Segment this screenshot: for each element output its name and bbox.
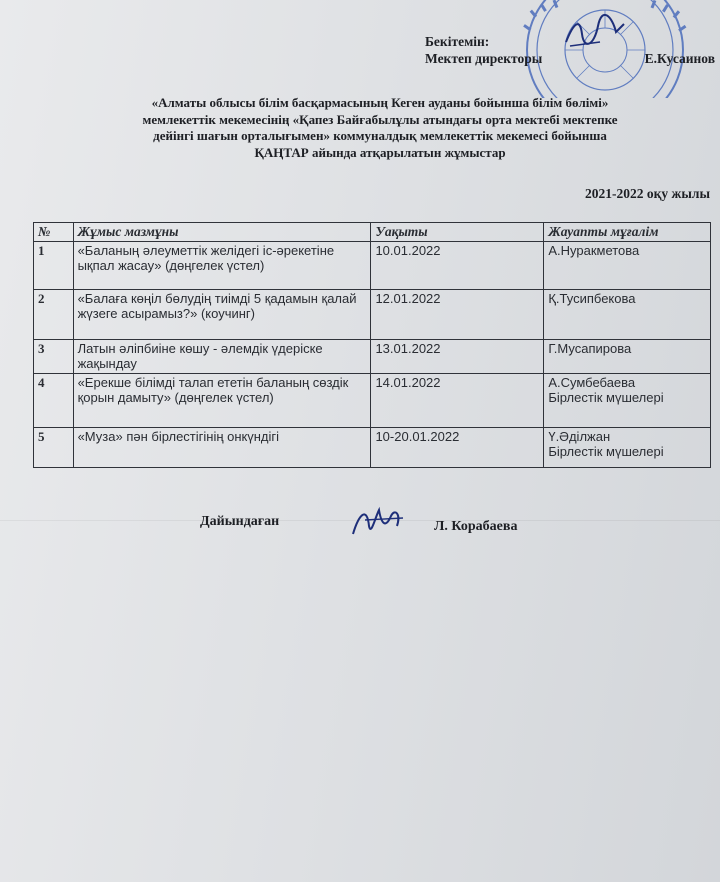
- responsible-name: А.Сумбебаева: [548, 374, 636, 390]
- table-row: [34, 289, 711, 339]
- header-line-1: «Алматы облысы білім басқармасының Кеген ауданы бойынша білім бөлімі»: [151, 95, 609, 110]
- header-content: Жұмыс мазмұны: [73, 223, 371, 242]
- responsible-extra: Бірлестік мүшелері: [548, 390, 664, 405]
- responsible-name: Ү.Әділжан: [548, 428, 611, 444]
- row-responsible: [544, 339, 711, 373]
- row-date: 12.01.2022: [371, 289, 544, 339]
- header-line-4: ҚАҢТАР айында атқарылатын жұмыстар: [254, 144, 506, 160]
- row-responsible: [544, 289, 711, 339]
- row-responsible: [544, 241, 711, 289]
- header-date: Уақыты: [371, 223, 544, 242]
- table-row: [34, 241, 711, 289]
- director-name: Е.Кусаинов: [644, 51, 715, 66]
- approval-label: Бекітемін:: [425, 34, 490, 49]
- row-content: «Балаға көңіл бөлудің тиімді 5 қадамын қалай жүзеге асырамыз?» (коучинг): [73, 289, 371, 339]
- responsible-extra: Бірлестік мүшелері: [548, 444, 664, 459]
- header-number: №: [34, 223, 74, 242]
- row-responsible: [544, 427, 711, 467]
- row-content: «Ерекше білімді талап ететін баланың сөздік қорын дамыту» (дөңгелек үстел): [73, 373, 371, 427]
- academic-year: 2021-2022 оқу жылы: [585, 186, 710, 201]
- header-line-3: дейінгі шағын орталығымен» коммуналдық мемлекеттік мекемесі бойынша: [153, 128, 607, 143]
- table-row: [34, 339, 711, 373]
- row-number: 3: [34, 339, 74, 373]
- row-date: 10-20.01.2022: [371, 427, 544, 467]
- row-content: «Баланың әлеуметтік желідегі іс-әрекетіне ықпал жасау» (дөңгелек үстел): [73, 241, 371, 289]
- row-content: Латын әліпбиіне көшу - әлемдік үдеріске жақындау: [73, 339, 371, 373]
- row-date: 10.01.2022: [371, 241, 544, 289]
- prepared-name: Л. Корабаева: [434, 519, 518, 534]
- row-responsible: [544, 373, 711, 427]
- row-number: 1: [34, 241, 74, 289]
- row-date: 14.01.2022: [371, 373, 544, 427]
- document-header: [60, 95, 700, 161]
- header-line-2: мемлекеттік мекемесінің «Қапез Байғабылұлы атындағы орта мектебі мектепке: [142, 111, 618, 127]
- approval-block: [425, 33, 715, 67]
- row-number: 4: [34, 373, 74, 427]
- work-plan-table: [33, 222, 711, 468]
- preparer-signature: [345, 500, 415, 542]
- responsible-name: Г.Мусапирова: [548, 340, 632, 356]
- header-responsible: Жауапты мұғалім: [544, 223, 711, 242]
- responsible-name: Қ.Тусипбекова: [548, 290, 636, 306]
- table-row: [34, 427, 711, 467]
- responsible-name: А.Нуракметова: [548, 242, 640, 258]
- row-number: 2: [34, 289, 74, 339]
- director-position: Мектеп директоры: [425, 51, 543, 66]
- table-row: [34, 373, 711, 427]
- row-number: 5: [34, 427, 74, 467]
- prepared-label: Дайындаған: [200, 514, 280, 529]
- row-date: 13.01.2022: [371, 339, 544, 373]
- row-content: «Муза» пән бірлестігінің онкүндігі: [73, 427, 371, 467]
- table-header-row: [34, 223, 711, 242]
